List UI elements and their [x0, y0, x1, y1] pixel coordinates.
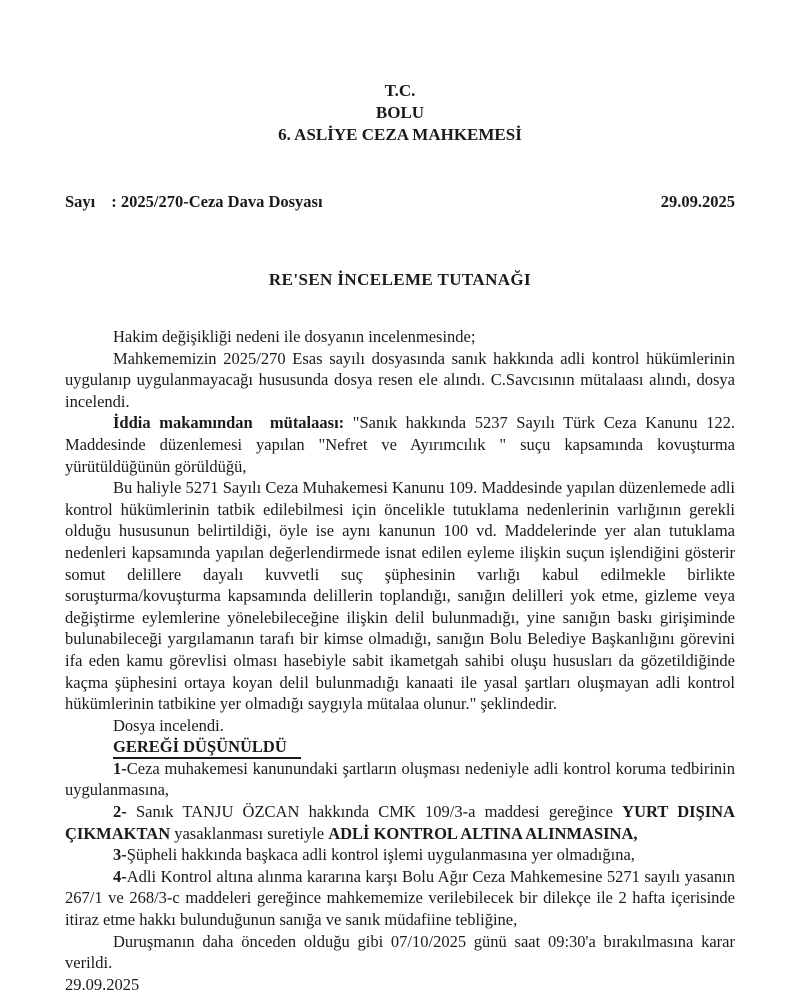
decision-item-3-number: 3-: [113, 845, 127, 865]
decision-item-4-number: 4-: [113, 866, 127, 886]
city-name: BOLU: [375, 103, 425, 122]
paragraph-case-review: Mahkememizin 2025/270 Esas sayılı dosyasında sanık hakkında adli kontrol hükümlerinin uygulanıp uygulanmayacağı hususunda dosya resen ele alındı. C.Savcısının mütalaası alındı, dosya incelendi.: [65, 348, 735, 411]
document-title: RE'SEN İNCELEME TUTANAĞI: [268, 270, 532, 289]
decision-item-2-text-c: yasaklanması suretiyle: [170, 823, 329, 843]
case-meta-row: [65, 192, 735, 212]
republic-abbreviation: T.C.: [384, 81, 416, 100]
document-header: [65, 80, 735, 146]
decision-heading-line: [65, 736, 735, 758]
decision-item-2: [65, 801, 735, 844]
case-number-label: Sayı: [65, 192, 96, 211]
paragraph-file-examined: Dosya incelendi.: [113, 715, 224, 735]
decision-item-1: [65, 758, 735, 801]
closing-date: 29.09.2025: [65, 974, 140, 994]
decision-heading: GEREĞİ DÜŞÜNÜLDÜ: [113, 737, 301, 759]
decision-item-2-judicial-control: ADLİ KONTROL ALTINA ALINMASINA,: [328, 823, 638, 843]
paragraph-legal-assessment: Bu haliyle 5271 Sayılı Ceza Muhakemesi Kanunu 109. Maddesinde yapılan düzenlemede adli kontrol hükümlerinin tatbik edilebilmesi için öncelikle tutuklama nedenlerinin varlığının gerekli olduğu hususunun belirtildiği, öyle ise aynı kanunun 100 vd. Maddelerinde yer alan tutuklama nedenleri kapsamında yapılan değerlendirmede isnat edilen eyleme ilişkin suçun işlendiğini gösterir somut delillere dayalı kuvvetli suç şüphesinin varlığı kabul edilmekle birlikte soruşturma/kovuşturma kapsamında delillerin toplandığı, sanığın delilleri yok etme, gizleme veya değiştirme eylemlerine yönelebileceğine ilişkin delil bulunmadığı, yine sanığın baskı girişiminde bulunabileceği yargılamanın tarafı bir kimse olmadığı, sanığın Bolu Belediye Başkanlığını görevini ifa eden kamu görevlisi olması hasebiyle sabit ikametgah sahibi oluşu hususları da gözetildiğinde kaçma şüphesini ortaya koyan delil bulunmadığı kanaati ile yasal şartları oluşmayan adli kontrol hükümlerinin tatbikine yer olmadığı saygıyla mütalaa olunur." şeklindedir.: [65, 478, 735, 714]
decision-item-2-text-a: Sanık TANJU ÖZCAN hakkında CMK 109/3-a maddesi gereğince: [126, 802, 623, 822]
document-date: 29.09.2025: [660, 192, 735, 211]
paragraph-prosecutor-opinion: [65, 412, 735, 477]
prosecutor-opinion-label: İddia makamından mütalaası:: [113, 413, 345, 433]
case-number-value: : 2025/270-Ceza Dava Dosyası: [111, 192, 323, 211]
paragraph-examination-intro: Hakim değişikliği nedeni ile dosyanın incelenmesinde;: [113, 327, 476, 346]
court-name: 6. ASLİYE CEZA MAHKEMESİ: [278, 125, 522, 144]
case-number-line: [65, 192, 323, 212]
decision-item-2-travel-ban: YURT DIŞINA ÇIKMAKTAN: [65, 802, 735, 843]
prosecutor-opinion-text: "Sanık hakkında 5237 Sayılı Türk Ceza Kanunu 122. Maddesinde düzenlemesi yapılan "Nefret ve Ayırımcılık " suçu kapsamında kovuşturma yürütüldüğünün görüldüğü,: [65, 413, 736, 476]
closing-paragraph: Duruşmanın daha önceden olduğu gibi 07/10/2025 günü saat 09:30'a bırakılmasına karar verildi.: [65, 931, 735, 973]
decision-item-1-text: Ceza muhakemesi kanunundaki şartların oluşması nedeniyle adli kontrol koruma tedbirinin uygulanmasına,: [65, 758, 735, 800]
decision-item-3-text: Şüpheli hakkında başkaca adli kontrol işlemi uygulanmasına yer olmadığına,: [126, 845, 635, 865]
decision-item-2-number: 2-: [113, 802, 127, 822]
decision-item-4-text: Adli Kontrol altına alınma kararına karşı Bolu Ağır Ceza Mahkemesine 5271 sayılı yasanın 267/1 ve 268/3-c maddeleri gereğince mahkememize verilebilecek bir dilekçe ile 2 hafta içerisinde itiraz etme hakkı bulunduğunun sanığa ve sanık müdafiine tebliğine,: [65, 866, 735, 930]
decision-item-3: [65, 844, 735, 866]
decision-item-1-number: 1-: [113, 758, 127, 778]
document-body: [65, 326, 735, 995]
decision-item-4: [65, 866, 735, 931]
